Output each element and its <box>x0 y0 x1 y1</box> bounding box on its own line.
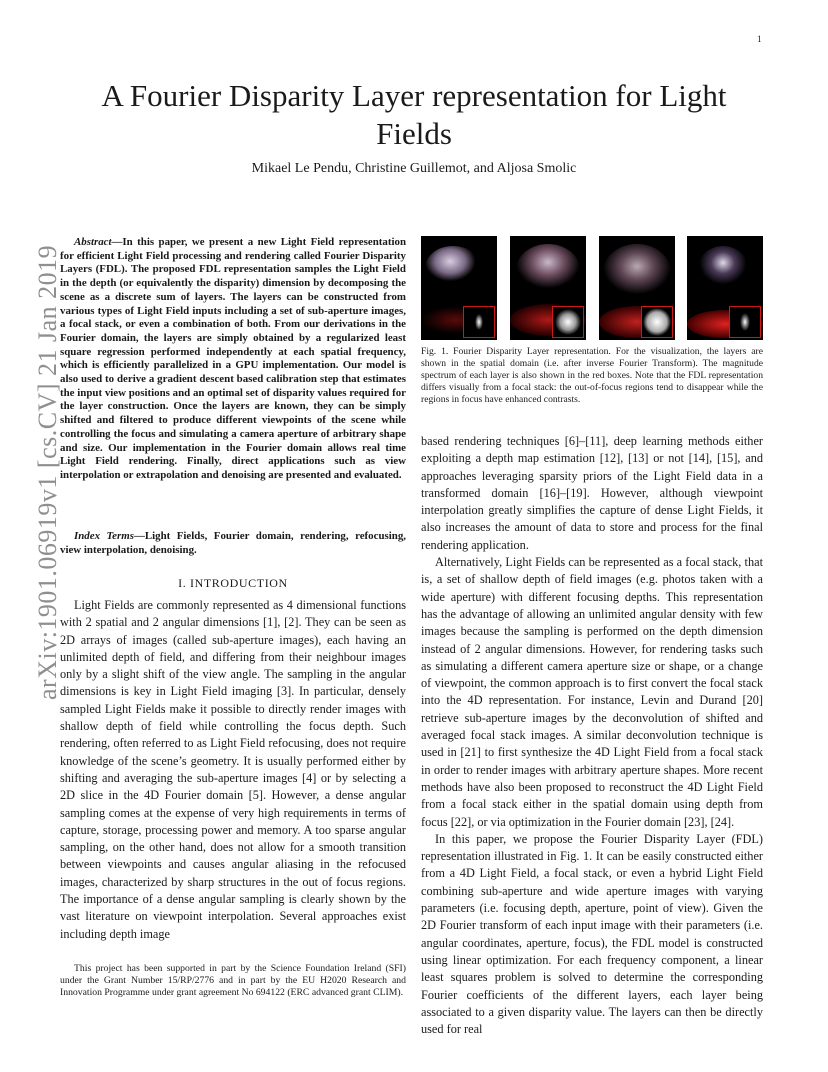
index-terms <box>60 530 406 557</box>
fdl-layer-image-1 <box>421 236 497 340</box>
fdl-layer-image-4 <box>687 236 763 340</box>
spectrum-inset-3 <box>641 306 673 338</box>
spectrum-inset-2 <box>552 306 584 338</box>
right-column-text <box>421 433 763 1038</box>
intro-paragraph: Light Fields are commonly represented as 4 dimensional functions with 2 spatial and 2 angular dimensions [1], [2]. They can be seen as 2D arrays of images (called sub-aperture images), each having an unlimited depth of field, and differing from their neighbour images only by a slight shift of the view angle. The sampling in the angular dimensions is key in Light Field imaging [3]. In particular, densely sampled Light Fields make it possible to directly render images with shallow depth of field while controlling the focus depth. Such rendering, often referred to as Light Field refocusing, does not require knowledge of the scene’s geometry. It is usually performed either by shifting and averaging the sub-aperture images [4] or by selecting a 2D slice in the 4D Fourier domain [5]. However, a dense angular sampling comes at the expense of very high requirements in terms of capture, storage, processing power and memory. A too sparse angular sampling, on the other hand, does not allow for a smooth transition between viewpoints and causes angular aliasing in the refocused images, characterized by sharp structures in the out of focus regions. The importance of a dense angular sampling is clearly shown by the vast literature on viewpoint interpolation. Several approaches exist including depth image <box>60 598 406 941</box>
page-number: 1 <box>757 34 762 44</box>
paragraph: In this paper, we propose the Fourier Disparity Layer (FDL) representation illustrated in Fig. 1. It can be easily constructed either from a 4D Light Field, a focal stack, or even a hybrid Light Field combining sub-aperture and wide aperture images with varying parameters (i.e. focusing depth, aperture, point of view). Given the 2D Fourier transform of each input image with their parameters (i.e. angular coordinates, aperture, focus), the FDL model is constructed using linear optimization. For each frequency component, a linear least squares problem is solved to determine the corresponding Fourier coefficients of the different layers, each layer being associated to a given disparity value. The layers can then be directly used for real <box>421 831 763 1037</box>
figure-1 <box>421 236 763 340</box>
author-list: Mikael Le Pendu, Christine Guillemot, and Aljosa Smolic <box>251 161 577 176</box>
fdl-layer-image-2 <box>510 236 586 340</box>
arxiv-stamp: arXiv:1901.06919v1 [cs.CV] 21 Jan 2019 <box>33 244 62 700</box>
abstract <box>60 236 406 483</box>
index-terms-label: Index Terms <box>74 530 134 542</box>
abstract-label: Abstract <box>74 236 112 248</box>
paper-title: A Fourier Disparity Layer representation for Light Fields <box>101 78 727 151</box>
funding-footnote: This project has been supported in part by the Science Foundation Ireland (SFI) under the Grant Number 15/RP/2776 and in part by the EU H2020 Research and Innovation Programme under grant agreement No 694122 (ERC advanced grant CLIM). <box>60 963 406 998</box>
paragraph: based rendering techniques [6]–[11], deep learning methods either exploiting a depth map estimation [12], [13] or not [14], [15], and approaches leveraging sparsity priors of the Light Field data in a transformed domain [16]–[19]. However, although viewpoint interpolation greatly simplifies the capture of dense Light Fields, it also increases the amount of data to store and process for the final rendering application. <box>421 434 763 552</box>
spectrum-inset-4 <box>729 306 761 338</box>
fdl-layer-image-3 <box>599 236 675 340</box>
spectrum-inset-1 <box>463 306 495 338</box>
abstract-text: —In this paper, we present a new Light Field representation for efficient Light Field processing and rendering called Fourier Disparity Layers (FDL). The proposed FDL representation samples the Light Field in the depth (or equivalently the disparity) dimension by decomposing the scene as a discrete sum of layers. The layers can be constructed from various types of Light Field inputs including a set of sub-aperture images, a focal stack, or even a combination of both. From our derivations in the Fourier domain, the layers are simply obtained by a regularized least square regression performed independently at each spatial frequency, which is efficiently parallelized in a GPU implementation. Our model is also used to derive a gradient descent based calibration step that estimates the input view positions and an optimal set of disparity values required for the layer construction. Once the layers are known, they can be simply shifted and filtered to produce different viewpoints of the scene while controlling the focus and simulating a camera aperture of arbitrary shape and size. Our implementation in the Fourier domain allows real time Light Field rendering. Finally, direct applications such as view interpolation or extrapolation and denoising are presented and evaluated. <box>60 236 406 481</box>
section-heading: I. INTRODUCTION <box>178 576 288 590</box>
index-terms-text: —Light Fields, Fourier domain, rendering, refocusing, view interpolation, denoising. <box>60 530 406 556</box>
paragraph: Alternatively, Light Fields can be represented as a focal stack, that is, a set of shallow depth of field images (e.g. photos taken with a wide aperture) with different focusing depths. This representation has the advantage of allowing an unlimited angular density with few images because the sampling is performed on the depth dimension instead of 2 angular dimensions. However, for rendering tasks such as simulating a different camera aperture size or shape, or a change of viewpoint, the common approach is to first convert the focal stack into the 4D representation. For instance, Levin and Durand [20] retrieve sub-aperture images by the deconvolution of shifted and averaged focal stack images. A similar deconvolution technique is used in [21] to first synthesize the 4D Light Field from a focal stack in order to render images with arbitrary aperture shapes. More recent methods have also been proposed to reconstruct the 4D Light Field from a focal stack either in the spatial domain using depth from focus [22], or via optimization in the Fourier domain [23], [24]. <box>421 555 763 829</box>
figure-caption: Fig. 1. Fourier Disparity Layer representation. For the visualization, the layers are shown in the spatial domain (i.e. after inverse Fourier Transform). The magnitude spectrum of each layer is also shown in the red boxes. Note that the FDL representation differs visually from a focal stack: the out-of-focus regions tend to disappear while the regions in focus have enhanced contrasts. <box>421 346 763 405</box>
